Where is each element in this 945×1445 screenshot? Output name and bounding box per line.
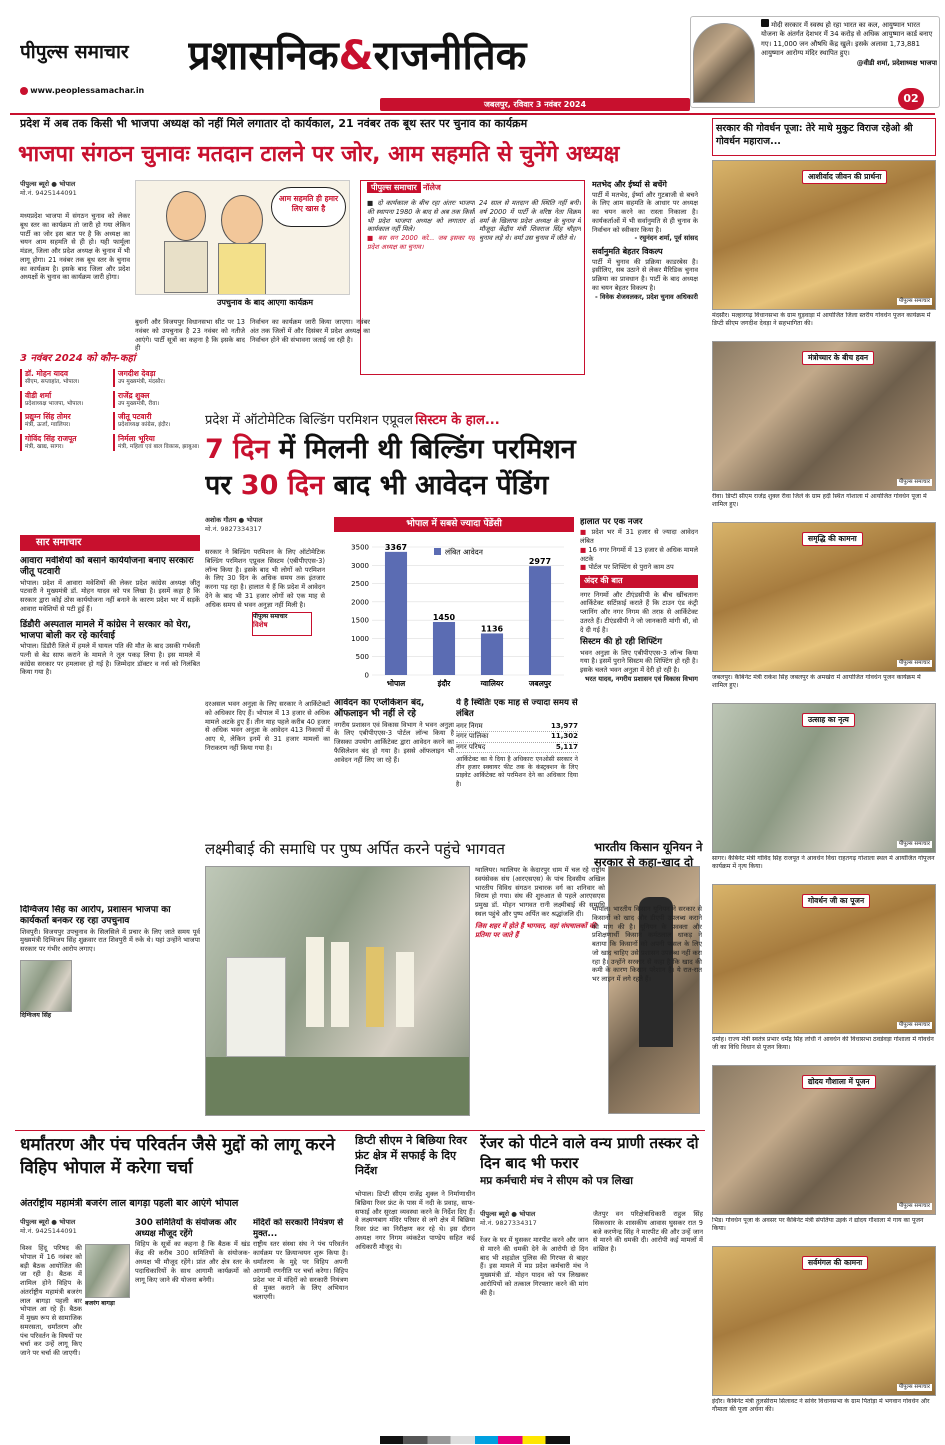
govardhan-caption: सागर। कैबिनेट मंत्री गोविंद सिंह राजपूत ने आवर्धन विधा राहतगढ़ गोशाला स्थल में आयोजित गोपूजन कार्यक्रम में नृत्य किया। (712, 855, 935, 871)
bagda-photo (85, 1244, 130, 1298)
govardhan-label: उत्साह का नृत्य (802, 713, 855, 727)
legend-label: लंबित आवेदन (445, 547, 483, 557)
y-tick-label: 3000 (351, 561, 369, 570)
govardhan-label: द्योदय गौशाला में पूजन (802, 1075, 876, 1089)
cartoon (135, 180, 350, 295)
govardhan-caption: रीवा। डिप्टी सीएम राजेंद्र शुक्ल रीवा जिले के ग्राम हर्दी स्थित गोशाला में आयोजित गोवर्धन पूजा में शामिल हुए। (712, 493, 927, 509)
govardhan-item (712, 884, 936, 1065)
y-tick-label: 1000 (351, 634, 369, 643)
opinion-column (592, 180, 698, 370)
govardhan-item (712, 160, 936, 341)
halat-column: हालात पर एक नजर ■ प्रदेश भर में 31 हजार से ज्यादा आवेदन लंबित ■ 16 नगर निगमों में 13 हजार से अधिक मामले अटके ■ पोर्टल पर शिफ्टिंग से पुराने काम ठप अंदर की बात नगर निगमों और टीएंडसीपी के बीच खींचतानः आर्किटेक्ट सर्टिफ़ाई कराते हैं कि टाउन एंड कंट्री प्लानिंग और नगर निगम की तरफ़ से आर्किटेक्ट उतरते हैं। टीएंडसीपी ने जो जानकारी मांगी थी, वो दे दी गई है। सिस्टम की हो रही शिफ्टिंग भवन अनुज्ञा के लिए एबीपीएएस-3 लॉन्च किया गया है। इसमें पुराने सिस्टम की शिफ्टिंग हो रही है। इसके चलते भवन अनुज्ञा में देरी हो रही है। भरत यादव, नगरीय प्रशासन एवं विकास विभाग (580, 517, 698, 683)
photo-credit: पीपुल्स समाचार (898, 479, 930, 485)
candidate-item: जगदीश देवड़ा उप मुख्यमंत्री, मंदसौर। (113, 369, 200, 387)
candidate-item: गोविंद सिंह राजपूत मंत्री, खाद्य, सागर। (20, 434, 107, 452)
bar-value-label: 3367 (384, 542, 408, 552)
kisan-body: भोपाल। भारतीय किसान यूनियन ने सरकार से किसानों को खाद और डीएपी उपलब्ध कराने की मांग की है। यूनियन के प्रवक्ता और प्रशिक्षणार्थी किसान कर्मठलाल धाकड़ ने बताया कि किसानों को अपनी फसल के लिए जो खाद चाहिए उसे प्रशासन उपलब्ध नहीं करा रहा है। उन्होंने सरकार से कहा है कि खाद की कमी के कारण किसान परेशान हैं। ये रात-रात भर लाइन में लगे रहते हैं। (592, 905, 702, 984)
lead-byline: पीपुल्स ब्यूरो ● भोपाल मो.नं. 9425144091 (20, 180, 77, 197)
perm-body2: दरअसल भवन अनुज्ञा के लिए सरकार ने आर्किटेक्टों को अधिकार दिए हैं। भोपाल में 13 हजार से अधिक मामले अटके हुए हैं। तीन माह पहले करीब 40 हजार से अधिक भवन अनुज्ञा के आवेदन 413 निकायों में आए थे, लेकिन इनमें से 31 हजार मामलों का निराकरण नहीं किया गया है। (205, 700, 330, 752)
dycm-body: भोपाल। डिप्टी सीएम राजेंद्र शुक्ल ने निर्माणाधीन बिछिया रिवर फ्रंट के पास में नदी के प्रवाह, साफ-सफाई और सुरक्षा व्यवस्था करने के निर्देश दिए हैं। वे लक्ष्मणबाग मंदिर परिसर से लगे क्षेत्र में बिछिया रिवर फ्रंट का निरीक्षण कर रहे थे। इस दौरान अध्यक्ष नगर निगम व्यंकटेश पाण्डेय सहित कई अधिकारी मौजूद थे। (355, 1190, 475, 1251)
photo-credit: पीपुल्स समाचार (898, 660, 930, 666)
kisan-headline: भारतीय किसान यूनियन ने सरकार से कहा-खाद दो (594, 840, 703, 869)
photo-credit: पीपुल्स समाचार (898, 1022, 930, 1028)
candidate-item: निर्मला भूरिया मंत्री, महिला एवं बाल विकास, झाबुआ। (113, 434, 200, 452)
lead-headline: भाजपा संगठन चुनावः मतदान टालने पर जोर, आम सहमति से चुनेंगे अध्यक्ष (18, 142, 620, 167)
perm-byline: अशोक गौतम ● भोपाल मो.नं. 9827334317 (205, 516, 263, 533)
lead-body: मध्यप्रदेश भाजपा में संगठन चुनाव को लेकर बूथ स्तर का कार्यक्रम तो जारी हो गया लेकिन पार्टी का जोर इस बात पर है कि अध्यक्ष का चयन आम सहमति से ही हो। यही फार्मूला मंडल, जिला और प्रदेश अध्यक्ष के चुनाव में भी लागू होगा। 21 नवंबर तक बूथ स्तर के चुनाव का कार्यक्रम है। इसके बाद जिला और प्रदेश अध्यक्षों के चुनाव का कार्यक्रम जारी होगा। (20, 212, 130, 282)
photo-credit: पीपुल्स समाचार (898, 298, 930, 304)
ranger-body: रेंजर के घर में घुसकर मारपीट करने और जान से मारने की धमकी देने के आरोपी दो दिन बाद भी शहडोल पुलिस की गिरफ्त से बाहर हैं। इस मामले में मप्र प्रदेश कर्मचारी मंच ने मुख्यमंत्री डॉ. मोहन यादव को पत्र लिखकर आरोपियों को तत्काल गिरफ्तार करने की मांग की है। (480, 1236, 588, 1297)
govardhan-title: सरकार की गोवर्धन पूजा: तेरे माथे मुकुट विराज रहेओ श्री गोवर्धन महाराज... (712, 118, 936, 156)
saar-head: दिग्विजय सिंह का आरोप, प्रशासन भाजपा का कार्यकर्ता बनकर रह रहा उपचुनाव (20, 905, 171, 927)
y-tick-label: 500 (355, 653, 369, 662)
ranger-body2: जैतपुर वन परिक्षेत्राधिकारी राहुल सिंह सिकरवार के शासकीय आवास घुसकर रात 9 बजे करणेन्द्र सिंह ने मारपीट की और उन्हें जान से मारने की धमकी दी। आरोपी कई मामलों में वांछित है। (593, 1210, 703, 1254)
govardhan-caption: दमोह। राज्य मंत्री स्वतंत्र प्रभार धर्मेंद्र सिंह लोधी ने आवर्धन की विधासभा ठवडेवड़ा गोशाला में गोवर्धन जी का विधि विधान से पूजन किया। (712, 1036, 934, 1052)
saar-header: सार समाचार (20, 535, 200, 551)
quote-author: @वीडी शर्मा, प्रदेशाध्यक्ष भाजपा (856, 58, 937, 67)
bar (481, 633, 503, 675)
y-tick-label: 2500 (351, 580, 369, 589)
pendency-chart (334, 533, 574, 693)
bar (433, 622, 455, 675)
y-tick-label: 1500 (351, 616, 369, 625)
vhp-col3: मंदिरों को सरकारी नियंत्रण से मुक्त... राष्ट्रीय स्तर संस्था संघ ने पंच परिवर्तन कार्यक्रम पर क्रियान्वयन शुरू किया है। धर्मांतरण के मुद्दे पर विहिप अपनी आगामी रणनीति पर चर्चा करेगा। विहिप प्रदेश भर में मंदिरों को सरकारी नियंत्रण से मुक्त कराने के लिए अभियान चलाएगी। (253, 1218, 348, 1302)
govardhan-item (712, 1065, 936, 1246)
x-category-label: ग्वालियर (480, 679, 504, 688)
govardhan-item (712, 522, 936, 703)
vhp-sub: अंतर्राष्ट्रीय महामंत्री बजरंग लाल बागड़ा पहली बार आएंगे भोपाल (20, 1198, 239, 1209)
candidate-item: वीडी शर्मा प्रदेशाध्यक्ष भाजपा, भोपाल। (20, 391, 107, 409)
opinion-head: मतभेद और ईर्ष्या से बचेंगे (592, 180, 667, 189)
govardhan-label: समृद्धि की कामना (802, 532, 863, 546)
color-bar (380, 1436, 570, 1444)
perm-kicker: प्रदेश में ऑटोमेटिक बिल्डिंग परमिशन एप्रूवल सिस्टम के हाल... (205, 413, 500, 428)
website[interactable]: www.peoplessamachar.in (20, 86, 190, 98)
status-box: ये है स्थितिः एक माह से ज्यादा समय से लंबित नगर निगम 13,977 नगर पालिका 11,302 नगर परिषद 5,117 आर्किटेक्ट का ये दिया है अधिकारः एनओसी सरकार ने तीन हजार स्क्वायर फीट तक के कंस्ट्रक्शन के लिए प्राइवेट आर्किटेक्ट को परमिशन देने का अधिकार दिया है। (456, 698, 578, 788)
globe-icon (20, 87, 28, 95)
govardhan-caption: मंदसौर। मल्हारगढ़ विधानसभा के ग्राम घुड़वाड़ा में आयोजित जिला स्तरीय गोवर्धन पूजन कार्यक्रम में डिप्टी सीएम जगदीश देवड़ा ने सहभागिता की। (712, 312, 931, 328)
saar-col-a (20, 556, 200, 856)
y-tick-label: 0 (364, 671, 369, 680)
saar-body: भोपाल। डिंडौरी जिले में हमले में घायल पति की मौत के बाद उसकी गर्भवती पत्नी से बेड साफ कराने के मामले ने तूल पकड़ लिया है। इस मामले में कांग्रेस सरकार पर हमलावर हो गई है। जिम्मेदार डॉक्टर व नर्स को निलंबित किया गया है। (20, 642, 200, 677)
status-row: नगर निगम 13,977 (456, 722, 578, 732)
who-where-title: 3 नवंबर 2024 को कौन-कहां (20, 353, 136, 364)
govardhan-label: गोवर्धन जी का पूजन (802, 894, 870, 908)
lead-col2: बुधनी और विजयपुर विधानसभा सीट पर 13 नवंबर को उपचुनाव है 23 नवंबर को नतीजे आएंगे। पार्टी सूत्रों का कहना है कि इसके बाद ही (135, 318, 245, 353)
knowledge-bullet: ■ दो कार्यकाल के बीच रहा अंतरः भाजपा की स्थापना 1980 के बाद से अब तक किसी भी प्रदेश भाजपा अध्यक्ष को लगातार दो कार्यकाल नहीं मिले। (367, 199, 475, 234)
lakshmibai-text: ग्वालियर। ग्वालियर के केदारपुर धाम में चल रहे राष्ट्रीय स्वयंसेवक संघ (आरएसएस) के पांच दिवसीय अखिल भारतीय विविध संगठन प्रचारक वर्ग का शनिवार को विराम हो गया। संघ की शुरुआत से पहले आरएसएस प्रमुख डॉ. मोहन भागवत रानी लक्ष्मीबाई की समाधि स्थल पहुंचे और पुष्प अर्पित कर श्रद्धांजलि दी। जिस शहर में होते हैं भागवत, वहां संघचालकों की प्रतिमा पर जाते हैं (475, 866, 605, 939)
govardhan-label: मंत्रोच्चार के बीच हवन (802, 351, 874, 365)
halat-item: ■ 16 नगर निगमों में 13 हजार से अधिक मामले अटके (580, 545, 698, 563)
section-title: प्रशासनिक&राजनीतिक (188, 33, 527, 79)
photo-credit: पीपुल्स समाचार (898, 1203, 930, 1209)
bar-value-label: 1450 (432, 612, 456, 622)
govardhan-caption: जबलपुर। कैबिनेट मंत्री राकेश सिंह जबलपुर के अमखेरा में आयोजित गोवर्धन पूजन कार्यक्रम में शामिल हुए। (712, 674, 921, 690)
vhp-col2: 300 समितियों के संयोजक और अध्यक्ष मौजूद रहेंगे विहिप के सूत्रों का कहना है कि बैठक में खंड केंद्र की करीब 300 समितियों के संयोजक-अध्यक्ष भी मौजूद रहेंगे। प्रांत और क्षेत्र स्तर के पदाधिकारियों के साथ आगामी कार्यक्रमों को लागू किए जाने की योजना बनेगी। (135, 1218, 250, 1284)
govardhan-label: सर्वमंगल की कामना (802, 1256, 868, 1270)
y-tick-label: 3500 (351, 543, 369, 552)
page-number: 02 (898, 88, 924, 110)
y-tick-label: 2000 (351, 598, 369, 607)
dycm-headline: डिप्टी सीएम ने बिछिया रिवर फ्रंट क्षेत्र में सफाई के दिए निर्देश (355, 1134, 467, 1177)
bhagwat-photo (205, 866, 470, 1116)
saar-head: आवारा मवेशियों को बसाने कार्ययोजना बनाए सरकारः जीतू पटवारी (20, 556, 194, 578)
twitter-icon (761, 19, 769, 27)
knowledge-tag: नॉलेज (422, 183, 441, 192)
candidate-item: जीतू पटवारी प्रदेशाध्यक्ष कांग्रेस, इंदौर। (113, 412, 200, 430)
status-row: नगर पालिका 11,302 (456, 732, 578, 742)
bar (385, 552, 407, 675)
opinion-head: सर्वानुमति बेहतर विकल्प (592, 247, 663, 257)
perm-headline: 7 दिन में मिलनी थी बिल्डिंग परमिशन पर 30 दिन बाद भी आवेदन पेंडिंग (205, 434, 576, 502)
opinion-sig: - विवेक शेजवलकर, प्रदेश चुनाव अधिकारी (594, 292, 698, 301)
cartoon-bubble: आम सहमति ही हमार लिए खास है (271, 187, 346, 227)
candidate-item: राजेंद्र शुक्ल उप मुख्यमंत्री, रीवा। (113, 391, 200, 409)
govardhan-item (712, 341, 936, 522)
govardhan-item (712, 703, 936, 884)
kisan-story (592, 905, 702, 1115)
paper-name: पीपुल्स समाचार (20, 41, 129, 63)
halat-item: ■ पोर्टल पर शिफ्टिंग से पुराने काम ठप (580, 563, 674, 572)
opinion-sig: - रघुनंदन शर्मा, पूर्व सांसद (634, 234, 698, 243)
saar-body: भोपाल। प्रदेश में आवारा मवेशियों की लेकर प्रदेश कांग्रेस अध्यक्ष जीतू पटवारी ने मुख्यमंत्री डॉ. मोहन यादव को पत्र लिखा है। इसमें कहा है कि सरकार द्वारा कोई ठोस कार्ययोजना नहीं बनाने के कारण प्रदेश भर में सड़कें आवारा मवेशियों से पटी हुई हैं। (20, 578, 200, 613)
vhp-body: विश्व हिंदू परिषद की भोपाल में 16 नवंबर को बड़ी बैठक आयोजित की जा रही है। बैठक में शामिल होने विहिप के अंतर्राष्ट्रीय महामंत्री बजरंग लाल बागड़ा पहली बार भोपाल आ रहे हैं। बैठक में मुख्य रूप से सामाजिक समरसता, धर्मांतरण और पंच परिवर्तन के विषयों पर चर्चा कर उन्हें लागू किए जाने पर चर्चा की जाएगी। (20, 1244, 82, 1358)
photo-credit: पीपुल्स समाचार (898, 1384, 930, 1390)
perm-aside: आवेदन का एप्लीकेशन बंद, ऑफलाइन भी नहीं ले रहे नगरीय प्रशासन एवं विकास विभाग ने भवन अनुज्ञा के लिए एबीपीएएस-3 पोर्टल लॉन्च किया है जिसका उपयोग आर्किटेक्ट द्वारा आवेदन करने का फैसिलेशन बंद हो गया है। इससे ऑफलाइन भी आवेदन नहीं लिए जा रहे हैं। (334, 698, 454, 764)
vhp-byline: पीपुल्स ब्यूरो ● भोपाल मो.नं. 9425144091 (20, 1218, 77, 1235)
who-where-box (20, 352, 200, 532)
knowledge-bullet: ■ बस सन 2000 को... जब इसका यह प्रदेश अध्यक्ष का चुनाव। (367, 234, 475, 251)
lead-kicker: प्रदेश में अब तक किसी भी भाजपा अध्यक्ष को नहीं मिले लगातार दो कार्यकाल, 21 नवंबर तक बूथ स्तर पर चुनाव का कार्यक्रम (20, 117, 528, 130)
chart-title: भोपाल में सबसे ज्यादा पेंडेंसी (334, 517, 574, 532)
govardhan-item (712, 1246, 936, 1427)
knowledge-box (360, 180, 585, 375)
photo-caption: दिग्विजय सिंह (20, 1011, 52, 1019)
govardhan-caption: भिंड। गोवर्धन पूजा के अवसर पर कैबिनेट मंत्री संपतिया उइके ने द्योदय गौशाला में गाय का पूजन किया। (712, 1217, 924, 1233)
perm-body1: सरकार ने बिल्डिंग परमिशन के लिए ऑटोमेटिक बिल्डिंग परमिशन एप्रूवल सिस्टम (एबीपीएएस-3) लॉन्च किया है। इसके बाद भी लोगों को परमिशन के लिए 30 दिन के अधिक समय तक इंतजार करना पड़ रहा है। हालात ये हैं कि प्रदेश में आवेदन देने के बाद भी 31 हजार लोगों को एक माह से अधिक समय से भवन अनुज्ञा नहीं मिली है। (205, 548, 325, 609)
vhp-headline: धर्मांतरण और पंच परिवर्तन जैसे मुद्दों को लागू करने विहिप भोपाल में करेगा चर्चा (20, 1135, 335, 1178)
govardhan-list (712, 160, 936, 1440)
knowledge-right: 24 साल से मतदान की स्थिति नहीं बनी। वर्ष 2000 में पार्टी के वरिष्ठ नेता विक्रम वर्मा के खिलाफ प्रदेश अध्यक्ष के चुनाव में मौजूदा केंद्रीय मंत्री शिवराज सिंह चौहान चुनाव लड़े थे। वर्मा उस चुनाव में जीते थे। (479, 199, 581, 243)
bagda-caption: बजरंग बागड़ा (85, 1300, 115, 1307)
dateline: जबलपुर, रविवार 3 नवंबर 2024 (380, 98, 690, 111)
saar-head: डिंडौरी अस्पताल मामले में कांग्रेस ने सरकार को घेरा, भाजपा बोली कर रहे कार्रवाई (20, 619, 192, 641)
candidate-item: डॉ. मोहन यादव सीएम, सप्ताहांत, भोपाल। (20, 369, 107, 387)
legend-swatch (434, 548, 441, 555)
knowledge-brand: पीपुल्स समाचार (367, 182, 421, 193)
vishesh-tag: पीपुल्स समाचार विशेष (252, 612, 312, 636)
digvijay-photo (20, 960, 72, 1012)
bar-value-label: 2977 (528, 557, 552, 567)
opinion-text: पार्टी में चुनाव की प्रक्रिया काडरबेस है। इसीलिए, सब उठाने से लेकर मैरिडिक चुनाव प्रक्रिया का प्रावधान है। पार्टी के बाद अध्यक्ष का चयन बेहतर विकल्प है। (592, 257, 698, 292)
bar-value-label: 1136 (480, 624, 504, 634)
candidate-item: प्रद्युम्न सिंह तोमर मंत्री, ऊर्जा, ग्वालियर। (20, 412, 107, 430)
andar-label: अंदर की बात (580, 575, 698, 588)
ranger-byline: पीपुल्स ब्यूरो ● भोपाल मो.नं. 9827334317 (480, 1210, 537, 1227)
ranger-headline: रेंजर को पीटने वाले वन्य प्राणी तस्कर दो दिन बाद भी फरार मप्र कर्मचारी मंच ने सीएम को पत्र लिखा (480, 1134, 699, 1187)
x-category-label: इंदौर (437, 679, 451, 688)
x-category-label: जबलपुर (528, 679, 552, 688)
cartoon-caption: उपचुनाव के बाद आएगा कार्यक्रम (216, 298, 314, 307)
masthead-logo (20, 40, 180, 70)
lead-col3: निर्वाचन का कार्यक्रम जारी किया जाएगा। नवंबर अंत तक जिलों में और दिसंबर में प्रदेश अध्यक्ष का निर्वाचन होने की संभावना जताई जा रही है। (250, 318, 370, 344)
opinion-text: पार्टी में मतभेद, ईर्ष्या और गुटबाजी से बचने के लिए आम सहमति के आधार पर अध्यक्ष का चयन करने का रास्ता निकाला है। कार्यकर्ताओं में भी सर्वानुमति से ही चुनाव के निर्वाचन को स्वीकार किया है। (592, 190, 698, 234)
lakshmibai-headline: लक्ष्मीबाई की समाधि पर पुष्प अर्पित करने पहुंचे भागवत (205, 840, 505, 858)
quote-text: मोदी सरकार में स्वस्थ हो रहा भारत का कल, आयुष्मान भारत योजना के अंतर्गत देशभर में 34 करोड़ से अधिक आयुष्मान कार्ड बनाए गए। 11,000 जन औषधि केंद्र खुले। इसके अलावा 1,73,881 आयुष्मान आरोग्य मंदिर स्थापित हुए। (761, 21, 933, 58)
govardhan-caption: इंदौर। कैबिनेट मंत्री तुलसीराम सिलावट ने सांवेर विधानसभा के ग्राम पितोड़ा में भगवान गोवर्धन और गौमाता की पूजा अर्चना की। (712, 1398, 930, 1414)
govardhan-label: आशीर्वाद जीवन की प्रार्थना (802, 170, 887, 184)
bar (529, 566, 551, 675)
saar-body: शिवपुरी। विजयपुर उपचुनाव के सिलसिले में प्रचार के लिए जाते समय पूर्व मुख्यमंत्री दिग्विजय सिंह शुक्रवार रात शिवपुरी में रुके थे। यहां उन्होंने भाजपा सरकार पर गंभीर आरोप लगाए। (20, 927, 200, 954)
photo-credit: पीपुल्स समाचार (898, 841, 930, 847)
author-photo (693, 23, 755, 103)
saar-col-b (20, 905, 200, 1125)
x-category-label: भोपाल (386, 679, 406, 688)
status-row: नगर परिषद 5,117 (456, 743, 578, 753)
halat-item: ■ प्रदेश भर में 31 हजार से ज्यादा आवेदन लंबित (580, 528, 698, 545)
